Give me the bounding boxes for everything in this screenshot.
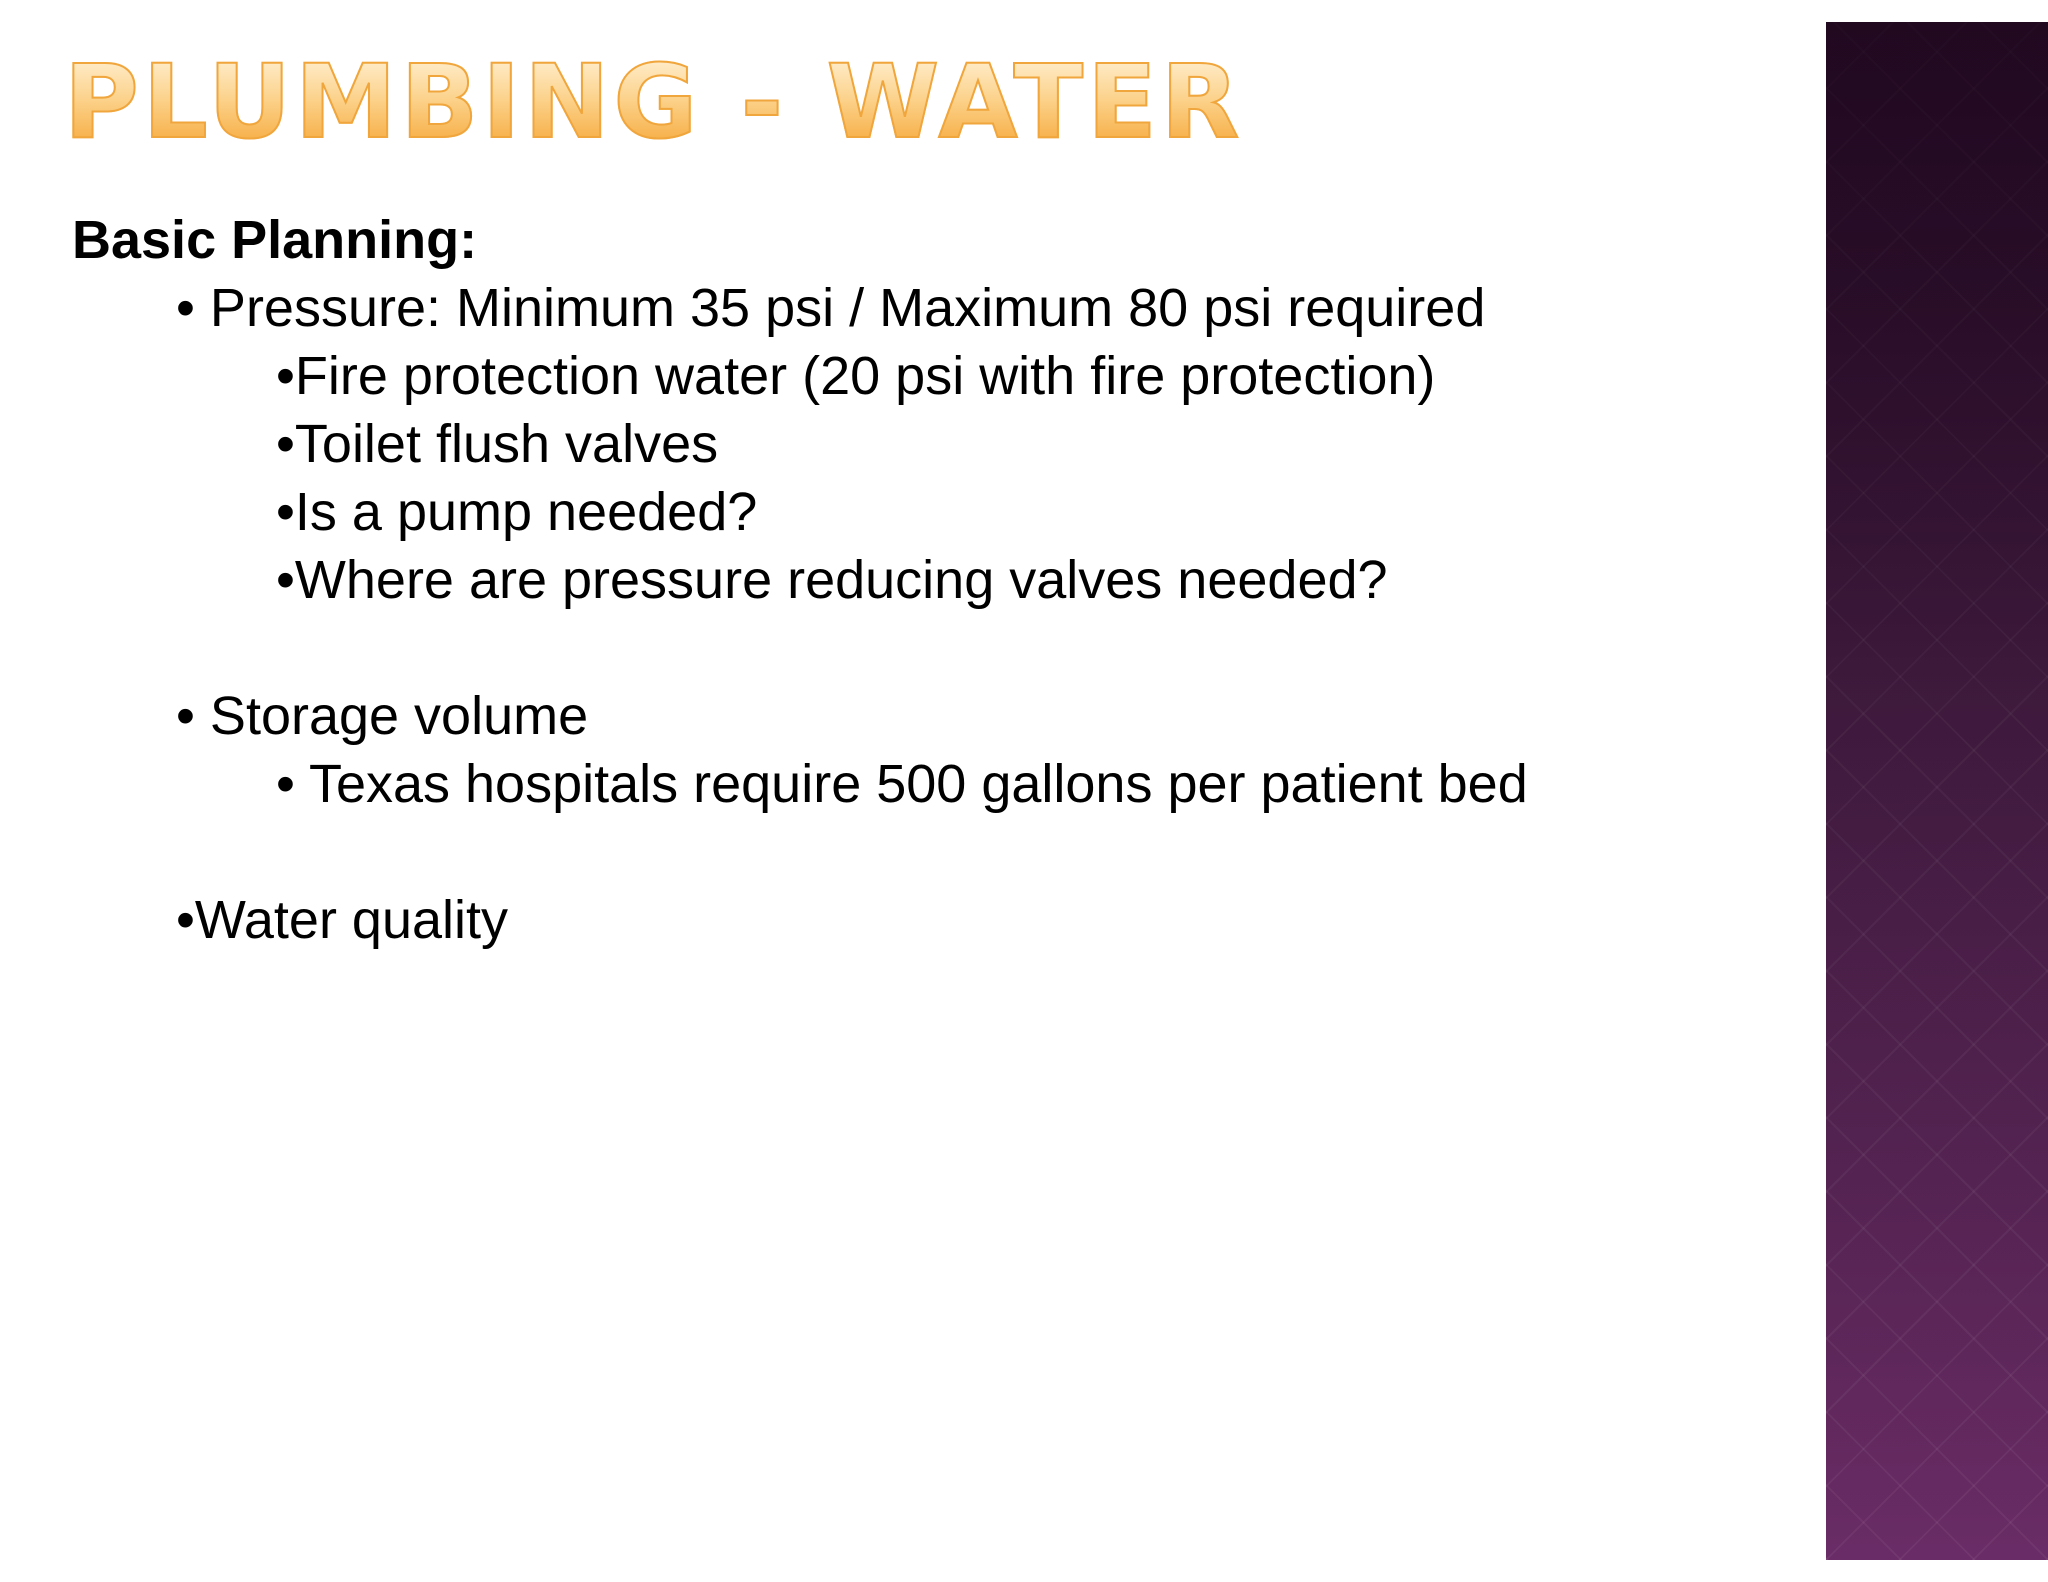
bullet-icon: • [276,482,295,542]
sub-bullet-texas-hospitals [72,750,1792,818]
bullet-icon: • [276,550,295,610]
section-heading: Basic Planning: [72,210,478,270]
sub-bullet-pressure-reducing [72,546,1792,614]
bullet-text: Fire protection water (20 psi with fire protection) [294,346,1436,406]
spacer [72,818,1792,886]
bullet-icon: • [176,278,210,338]
decorative-side-panel [1826,22,2048,1560]
bullet-text: Texas hospitals require 500 gallons per patient bed [308,754,1528,814]
bullet-pressure [72,274,1792,342]
bullet-icon: • [176,890,195,950]
bullet-water-quality [72,886,1792,954]
spacer [72,614,1792,682]
sub-bullet-pump [72,478,1792,546]
bullet-icon: • [276,414,295,474]
bullet-text: Where are pressure reducing valves needed? [294,550,1388,610]
bullet-text: Pressure: Minimum 35 psi / Maximum 80 psi required [209,278,1486,338]
sub-bullet-toilet-flush [72,410,1792,478]
bullet-text: Toilet flush valves [294,414,719,474]
bullet-icon: • [176,686,210,746]
sub-bullet-fire-protection [72,342,1792,410]
bullet-storage-volume [72,682,1792,750]
bullet-text: Storage volume [209,686,589,746]
slide-title: PLUMBING - WATER [64,43,1244,162]
bullet-text: Is a pump needed? [294,482,758,542]
bullet-icon: • [276,346,295,406]
slide-body [72,206,1792,954]
bullet-text: Water quality [194,890,509,950]
bullet-icon: • [276,754,309,814]
